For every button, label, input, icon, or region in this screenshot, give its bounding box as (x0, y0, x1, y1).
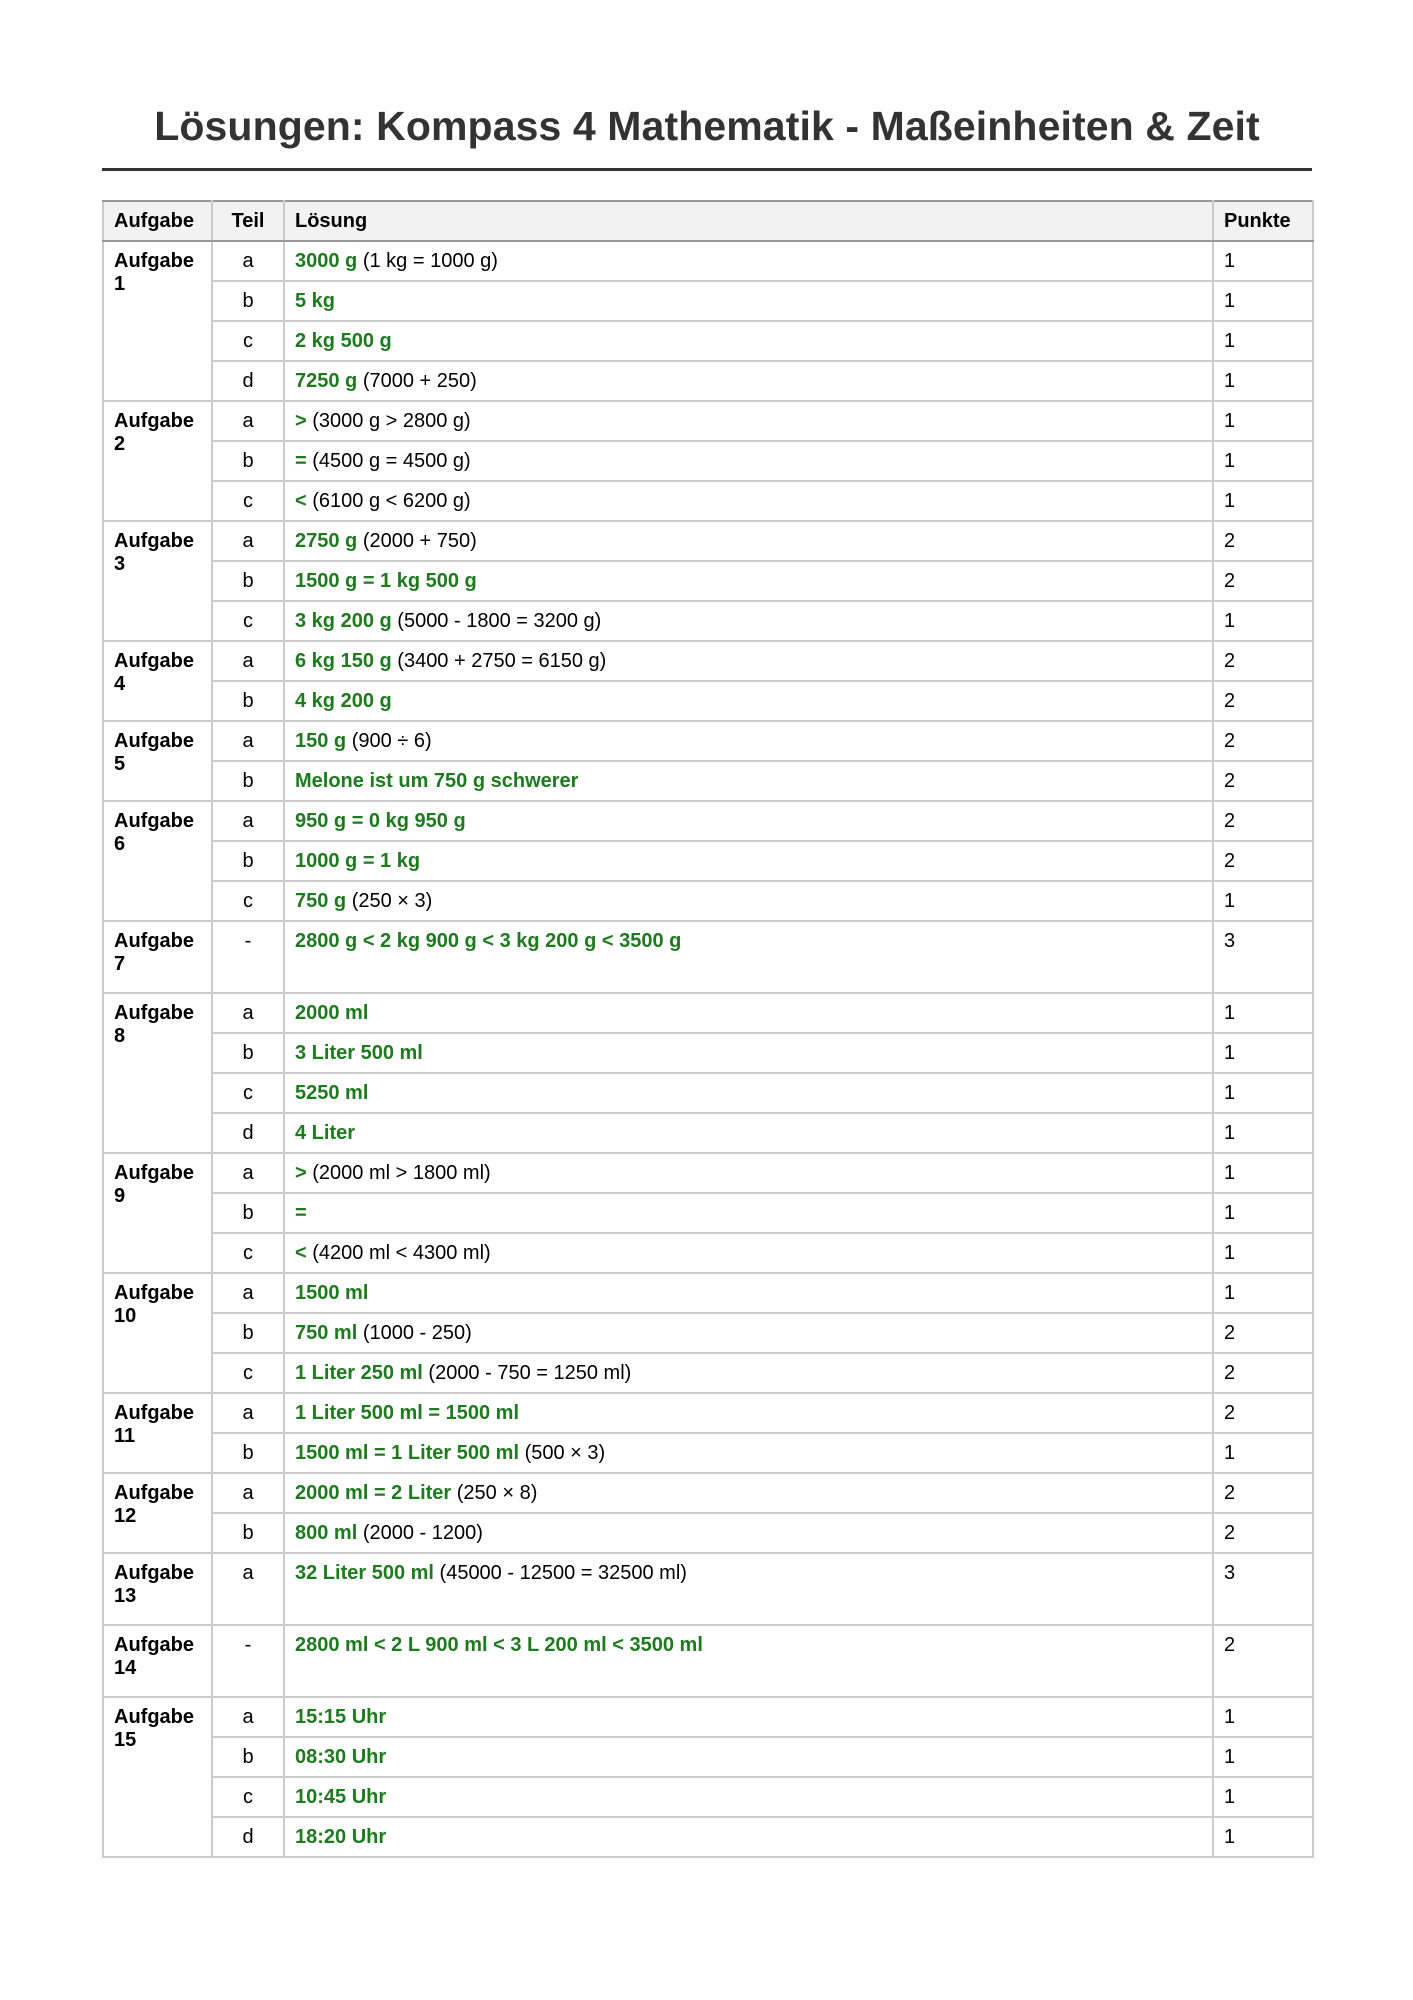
part-label: - (212, 1625, 284, 1697)
solution-cell (284, 1313, 1213, 1353)
calculation-note: (500 × 3) (524, 1442, 606, 1464)
table-row (103, 1393, 1313, 1433)
points-cell: 1 (1213, 1433, 1313, 1473)
table-row (103, 1153, 1313, 1193)
calculation-note: (2000 - 750 = 1250 ml) (428, 1362, 632, 1384)
part-label: b (212, 1033, 284, 1073)
answer-text: 750 ml (295, 1322, 358, 1344)
answer-text: < (295, 1242, 307, 1264)
task-label: Aufgabe 8 (103, 993, 212, 1153)
points-cell: 1 (1213, 1033, 1313, 1073)
table-row (103, 1033, 1313, 1073)
answer-text: 1 Liter 250 ml (295, 1362, 423, 1384)
points-cell: 1 (1213, 993, 1313, 1033)
answer-text: 2000 ml = 2 Liter (295, 1482, 452, 1504)
solution-cell (284, 1777, 1213, 1817)
table-row (103, 1233, 1313, 1273)
calculation-note: (250 × 8) (456, 1482, 538, 1504)
page-title: Lösungen: Kompass 4 Mathematik - Maßeinheiten & Zeit (154, 103, 1260, 149)
calculation-note: (2000 + 750) (362, 530, 477, 552)
solution-cell (284, 601, 1213, 641)
table-row (103, 241, 1313, 281)
solution-cell (284, 1625, 1213, 1697)
table-row (103, 1697, 1313, 1737)
answer-text: 2750 g (295, 530, 358, 552)
points-cell: 1 (1213, 441, 1313, 481)
table-row (103, 721, 1313, 761)
part-label: c (212, 481, 284, 521)
points-cell: 2 (1213, 1313, 1313, 1353)
task-label: Aufgabe 2 (103, 401, 212, 521)
answer-text: 08:30 Uhr (295, 1746, 387, 1768)
table-row (103, 761, 1313, 801)
part-label: a (212, 721, 284, 761)
calculation-note: (3400 + 2750 = 6150 g) (397, 650, 607, 672)
answer-text: 32 Liter 500 ml (295, 1562, 434, 1584)
solution-cell (284, 801, 1213, 841)
answer-text: 18:20 Uhr (295, 1826, 387, 1848)
points-cell: 3 (1213, 921, 1313, 993)
part-label: b (212, 281, 284, 321)
calculation-note: (4200 ml < 4300 ml) (312, 1242, 491, 1264)
points-cell: 1 (1213, 361, 1313, 401)
table-row (103, 1273, 1313, 1313)
points-cell: 2 (1213, 561, 1313, 601)
solution-cell (284, 1513, 1213, 1553)
solution-cell (284, 1273, 1213, 1313)
task-label: Aufgabe 1 (103, 241, 212, 401)
answer-text: > (295, 1162, 307, 1184)
part-label: b (212, 681, 284, 721)
table-row (103, 1513, 1313, 1553)
part-label: a (212, 521, 284, 561)
points-cell: 2 (1213, 1393, 1313, 1433)
answer-text: 3 Liter 500 ml (295, 1042, 423, 1064)
answer-text: 2800 g < 2 kg 900 g < 3 kg 200 g < 3500 g (295, 930, 682, 952)
answer-text: 950 g = 0 kg 950 g (295, 810, 466, 832)
solution-cell (284, 1193, 1213, 1233)
table-row (103, 1433, 1313, 1473)
header-part: Teil (212, 201, 284, 241)
solution-cell (284, 401, 1213, 441)
solution-cell (284, 521, 1213, 561)
answer-text: = (295, 1202, 307, 1224)
points-cell: 1 (1213, 321, 1313, 361)
part-label: - (212, 921, 284, 993)
points-cell: 1 (1213, 1073, 1313, 1113)
calculation-note: (1000 - 250) (362, 1322, 472, 1344)
answer-text: 10:45 Uhr (295, 1786, 387, 1808)
table-row (103, 521, 1313, 561)
table-row (103, 1737, 1313, 1777)
table-row (103, 601, 1313, 641)
calculation-note: (2000 ml > 1800 ml) (312, 1162, 491, 1184)
answer-text: 6 kg 150 g (295, 650, 392, 672)
calculation-note: (6100 g < 6200 g) (312, 490, 471, 512)
solution-cell (284, 1473, 1213, 1513)
solution-cell (284, 1033, 1213, 1073)
solution-cell (284, 361, 1213, 401)
points-cell: 2 (1213, 641, 1313, 681)
points-cell: 1 (1213, 1817, 1313, 1857)
solution-cell (284, 241, 1213, 281)
table-row (103, 1073, 1313, 1113)
part-label: b (212, 561, 284, 601)
table-row (103, 1113, 1313, 1153)
table-row (103, 401, 1313, 441)
points-cell: 1 (1213, 1777, 1313, 1817)
part-label: a (212, 1393, 284, 1433)
solution-cell (284, 1153, 1213, 1193)
task-label: Aufgabe 15 (103, 1697, 212, 1857)
answer-text: 1500 ml = 1 Liter 500 ml (295, 1442, 520, 1464)
calculation-note: (4500 g = 4500 g) (312, 450, 471, 472)
part-label: b (212, 761, 284, 801)
calculation-note: (3000 g > 2800 g) (312, 410, 471, 432)
solution-cell (284, 561, 1213, 601)
answer-text: 7250 g (295, 370, 358, 392)
answer-text: 3000 g (295, 250, 358, 272)
solution-cell (284, 1073, 1213, 1113)
part-label: a (212, 1697, 284, 1737)
solution-cell (284, 1737, 1213, 1777)
part-label: c (212, 1353, 284, 1393)
points-cell: 2 (1213, 761, 1313, 801)
title-divider (102, 168, 1312, 171)
table-row (103, 921, 1313, 993)
part-label: c (212, 321, 284, 361)
points-cell: 2 (1213, 521, 1313, 561)
part-label: a (212, 993, 284, 1033)
task-label: Aufgabe 3 (103, 521, 212, 641)
calculation-note: (900 ÷ 6) (351, 730, 432, 752)
table-row (103, 1473, 1313, 1513)
solution-cell (284, 881, 1213, 921)
calculation-note: (5000 - 1800 = 3200 g) (397, 610, 602, 632)
points-cell: 2 (1213, 721, 1313, 761)
answer-text: 3 kg 200 g (295, 610, 392, 632)
points-cell: 1 (1213, 881, 1313, 921)
solution-cell (284, 721, 1213, 761)
solution-cell (284, 281, 1213, 321)
part-label: d (212, 361, 284, 401)
answer-text: 2000 ml (295, 1002, 369, 1024)
answer-text: 750 g (295, 890, 347, 912)
answer-text: 4 Liter (295, 1122, 356, 1144)
answer-text: 150 g (295, 730, 347, 752)
points-cell: 1 (1213, 281, 1313, 321)
task-label: Aufgabe 11 (103, 1393, 212, 1473)
part-label: b (212, 1737, 284, 1777)
solution-cell (284, 481, 1213, 521)
part-label: a (212, 1473, 284, 1513)
task-label: Aufgabe 9 (103, 1153, 212, 1273)
table-row (103, 1193, 1313, 1233)
part-label: a (212, 801, 284, 841)
table-row (103, 1817, 1313, 1857)
points-cell: 2 (1213, 1513, 1313, 1553)
answer-text: 15:15 Uhr (295, 1706, 387, 1728)
calculation-note: (250 × 3) (351, 890, 433, 912)
points-cell: 2 (1213, 1473, 1313, 1513)
table-row (103, 993, 1313, 1033)
task-label: Aufgabe 7 (103, 921, 212, 993)
points-cell: 1 (1213, 1273, 1313, 1313)
table-row (103, 1313, 1313, 1353)
solution-cell (284, 1433, 1213, 1473)
answer-text: 2 kg 500 g (295, 330, 392, 352)
task-label: Aufgabe 10 (103, 1273, 212, 1393)
table-row (103, 561, 1313, 601)
solution-cell (284, 1553, 1213, 1625)
table-header (103, 201, 1313, 241)
part-label: a (212, 1273, 284, 1313)
part-label: b (212, 1433, 284, 1473)
solution-cell (284, 841, 1213, 881)
table-row (103, 361, 1313, 401)
task-label: Aufgabe 5 (103, 721, 212, 801)
table-row (103, 1553, 1313, 1625)
header-row (103, 201, 1313, 241)
solution-cell (284, 1233, 1213, 1273)
task-label: Aufgabe 12 (103, 1473, 212, 1553)
table-row (103, 321, 1313, 361)
points-cell: 1 (1213, 1153, 1313, 1193)
solution-cell (284, 1353, 1213, 1393)
solution-cell (284, 761, 1213, 801)
calculation-note: (7000 + 250) (362, 370, 477, 392)
header-task: Aufgabe (103, 201, 212, 241)
solution-cell (284, 1393, 1213, 1433)
table-row (103, 841, 1313, 881)
calculation-note: (1 kg = 1000 g) (362, 250, 498, 272)
part-label: b (212, 1193, 284, 1233)
points-cell: 3 (1213, 1553, 1313, 1625)
points-cell: 2 (1213, 1625, 1313, 1697)
answer-text: 1 Liter 500 ml = 1500 ml (295, 1402, 520, 1424)
task-label: Aufgabe 6 (103, 801, 212, 921)
solution-cell (284, 441, 1213, 481)
points-cell: 2 (1213, 841, 1313, 881)
part-label: c (212, 881, 284, 921)
points-cell: 1 (1213, 1737, 1313, 1777)
points-cell: 1 (1213, 1697, 1313, 1737)
solution-cell (284, 1697, 1213, 1737)
part-label: c (212, 1073, 284, 1113)
points-cell: 1 (1213, 241, 1313, 281)
part-label: a (212, 641, 284, 681)
table-row (103, 681, 1313, 721)
answer-text: 1000 g = 1 kg (295, 850, 421, 872)
solutions-table (102, 200, 1314, 1858)
points-cell: 1 (1213, 1193, 1313, 1233)
solution-cell (284, 641, 1213, 681)
points-cell: 1 (1213, 601, 1313, 641)
table-body (103, 241, 1313, 1857)
answer-text: 800 ml (295, 1522, 358, 1544)
points-cell: 2 (1213, 681, 1313, 721)
solution-cell (284, 921, 1213, 993)
task-label: Aufgabe 13 (103, 1553, 212, 1625)
part-label: c (212, 601, 284, 641)
points-cell: 2 (1213, 801, 1313, 841)
table-row (103, 801, 1313, 841)
part-label: a (212, 1153, 284, 1193)
points-cell: 2 (1213, 1353, 1313, 1393)
solution-cell (284, 321, 1213, 361)
solution-cell (284, 681, 1213, 721)
solution-cell (284, 1817, 1213, 1857)
header-points: Punkte (1213, 201, 1313, 241)
answer-text: 2800 ml < 2 L 900 ml < 3 L 200 ml < 3500 ml (295, 1634, 703, 1656)
task-label: Aufgabe 14 (103, 1625, 212, 1697)
calculation-note: (2000 - 1200) (362, 1522, 483, 1544)
part-label: c (212, 1777, 284, 1817)
part-label: d (212, 1817, 284, 1857)
points-cell: 1 (1213, 401, 1313, 441)
part-label: a (212, 241, 284, 281)
part-label: b (212, 1313, 284, 1353)
answer-text: > (295, 410, 307, 432)
calculation-note: (45000 - 12500 = 32500 ml) (439, 1562, 687, 1584)
answer-text: Melone ist um 750 g schwerer (295, 770, 579, 792)
answer-text: < (295, 490, 307, 512)
points-cell: 1 (1213, 481, 1313, 521)
table-row (103, 481, 1313, 521)
table-row (103, 281, 1313, 321)
solution-cell (284, 993, 1213, 1033)
task-label: Aufgabe 4 (103, 641, 212, 721)
table-row (103, 1353, 1313, 1393)
answer-text: = (295, 450, 307, 472)
points-cell: 1 (1213, 1233, 1313, 1273)
part-label: a (212, 401, 284, 441)
answer-text: 5250 ml (295, 1082, 369, 1104)
table-row (103, 441, 1313, 481)
answer-text: 1500 g = 1 kg 500 g (295, 570, 477, 592)
part-label: c (212, 1233, 284, 1273)
answer-text: 1500 ml (295, 1282, 369, 1304)
part-label: b (212, 441, 284, 481)
answer-text: 5 kg (295, 290, 336, 312)
part-label: a (212, 1553, 284, 1625)
table-row (103, 881, 1313, 921)
table-row (103, 1625, 1313, 1697)
part-label: b (212, 1513, 284, 1553)
table-row (103, 1777, 1313, 1817)
answer-text: 4 kg 200 g (295, 690, 392, 712)
table-row (103, 641, 1313, 681)
part-label: d (212, 1113, 284, 1153)
part-label: b (212, 841, 284, 881)
points-cell: 1 (1213, 1113, 1313, 1153)
header-solution: Lösung (284, 201, 1213, 241)
solution-cell (284, 1113, 1213, 1153)
